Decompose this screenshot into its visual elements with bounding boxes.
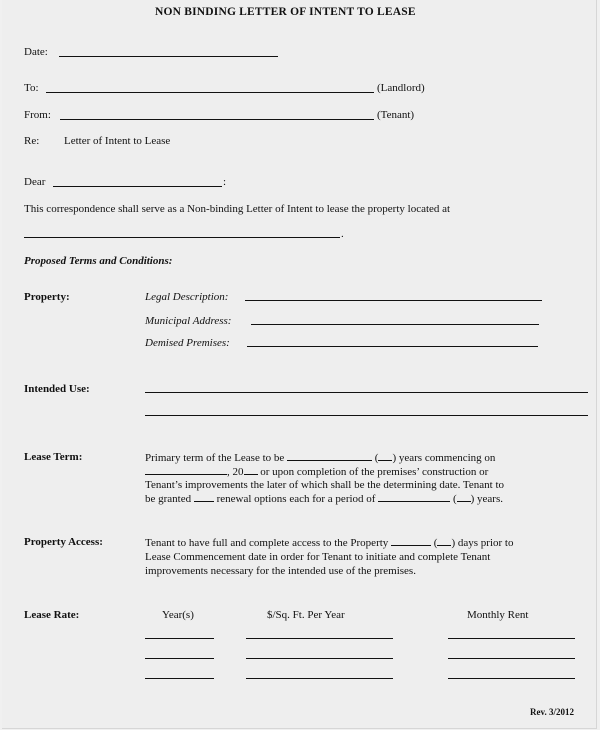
property-access-line3: improvements necessary for the intended use of the premises. xyxy=(145,565,416,577)
lease-term-line2b: or upon completion of the premises’ construction or xyxy=(260,466,489,478)
intended-use-field-1[interactable] xyxy=(145,392,588,393)
dear-colon: : xyxy=(223,176,227,188)
lease-term-years-field[interactable] xyxy=(287,451,372,461)
property-access-label: Property Access: xyxy=(24,536,103,548)
lease-term-text: Primary term of the Lease to be ( ) years commencing on , 20 or upon completion of the premises’ construction or Tenant’s improvements the later of which shall be the determining date. Tenant to be granted renewal options each for a period of ( ) years. xyxy=(145,452,505,505)
lease-term-line4a: be granted xyxy=(145,493,192,505)
re-value: Letter of Intent to Lease xyxy=(64,135,171,147)
legal-description-field[interactable] xyxy=(245,300,542,301)
tenant-field[interactable] xyxy=(60,119,374,120)
property-access-line1c: ) days prior to xyxy=(451,537,514,549)
lease-term-label: Lease Term: xyxy=(24,451,83,463)
intro-period: . xyxy=(341,228,344,240)
demised-premises-field[interactable] xyxy=(247,346,538,347)
lease-term-line1c: ) years commencing on xyxy=(392,452,496,464)
column-monthly-rent: Monthly Rent xyxy=(467,609,529,621)
to-label: To: xyxy=(24,82,39,94)
lease-term-line4b: renewal options each for a period of xyxy=(216,493,376,505)
lease-term-line4d: ) years. xyxy=(470,493,503,505)
commencement-date-field[interactable] xyxy=(145,465,227,475)
landlord-field[interactable] xyxy=(46,92,374,93)
rent-field-2[interactable] xyxy=(448,658,575,659)
column-years: Year(s) xyxy=(162,609,194,621)
lease-rate-label: Lease Rate: xyxy=(24,609,80,621)
column-rate-per-sqft: $/Sq. Ft. Per Year xyxy=(267,609,345,621)
property-label: Property: xyxy=(24,291,70,303)
years-field-1[interactable] xyxy=(145,638,214,639)
demised-premises-label: Demised Premises: xyxy=(145,337,230,349)
document-page xyxy=(2,0,597,729)
intro-text: This correspondence shall serve as a Non-binding Letter of Intent to lease the property located at xyxy=(24,203,451,215)
dear-name-field[interactable] xyxy=(53,186,222,187)
date-field[interactable] xyxy=(59,56,278,57)
commencement-year-field[interactable] xyxy=(244,465,258,475)
property-access-line1a: Tenant to have full and complete access to the Property xyxy=(145,537,389,549)
revision-label: Rev. 3/2012 xyxy=(530,707,574,717)
rate-field-2[interactable] xyxy=(246,658,393,659)
from-label: From: xyxy=(24,109,51,121)
years-field-3[interactable] xyxy=(145,678,214,679)
renewal-period-number[interactable] xyxy=(457,492,471,502)
document-title: NON BINDING LETTER OF INTENT TO LEASE xyxy=(155,6,416,18)
municipal-address-field[interactable] xyxy=(251,324,539,325)
legal-description-label: Legal Description: xyxy=(145,291,229,303)
lease-term-line3: Tenant’s improvements the later of which shall be the determining date. Tenant to xyxy=(145,479,505,491)
access-days-field[interactable] xyxy=(391,536,431,546)
renewal-period-field[interactable] xyxy=(378,492,450,502)
property-access-line2: Lease Commencement date in order for Tenant to initiate and complete Tenant xyxy=(145,551,491,563)
tenant-suffix: (Tenant) xyxy=(377,109,415,121)
rent-field-1[interactable] xyxy=(448,638,575,639)
rate-field-1[interactable] xyxy=(246,638,393,639)
lease-term-line1a: Primary term of the Lease to be xyxy=(145,452,285,464)
landlord-suffix: (Landlord) xyxy=(377,82,425,94)
property-access-text: Tenant to have full and complete access to the Property ( ) days prior to Lease Commencement date in order for Tenant to initiate and complete Tenant improvements necessary for the intended use of the premises. xyxy=(145,537,514,577)
date-label: Date: xyxy=(24,46,48,58)
dear-label: Dear xyxy=(24,176,46,188)
rate-field-3[interactable] xyxy=(246,678,393,679)
section-heading: Proposed Terms and Conditions: xyxy=(24,255,173,267)
lease-term-years-number[interactable] xyxy=(378,451,392,461)
re-label: Re: xyxy=(24,135,40,147)
municipal-address-label: Municipal Address: xyxy=(145,315,232,327)
intended-use-field-2[interactable] xyxy=(145,415,588,416)
renewal-count-field[interactable] xyxy=(194,492,214,502)
intended-use-label: Intended Use: xyxy=(24,383,90,395)
access-days-number[interactable] xyxy=(437,536,451,546)
property-location-field[interactable] xyxy=(24,237,340,238)
years-field-2[interactable] xyxy=(145,658,214,659)
rent-field-3[interactable] xyxy=(448,678,575,679)
